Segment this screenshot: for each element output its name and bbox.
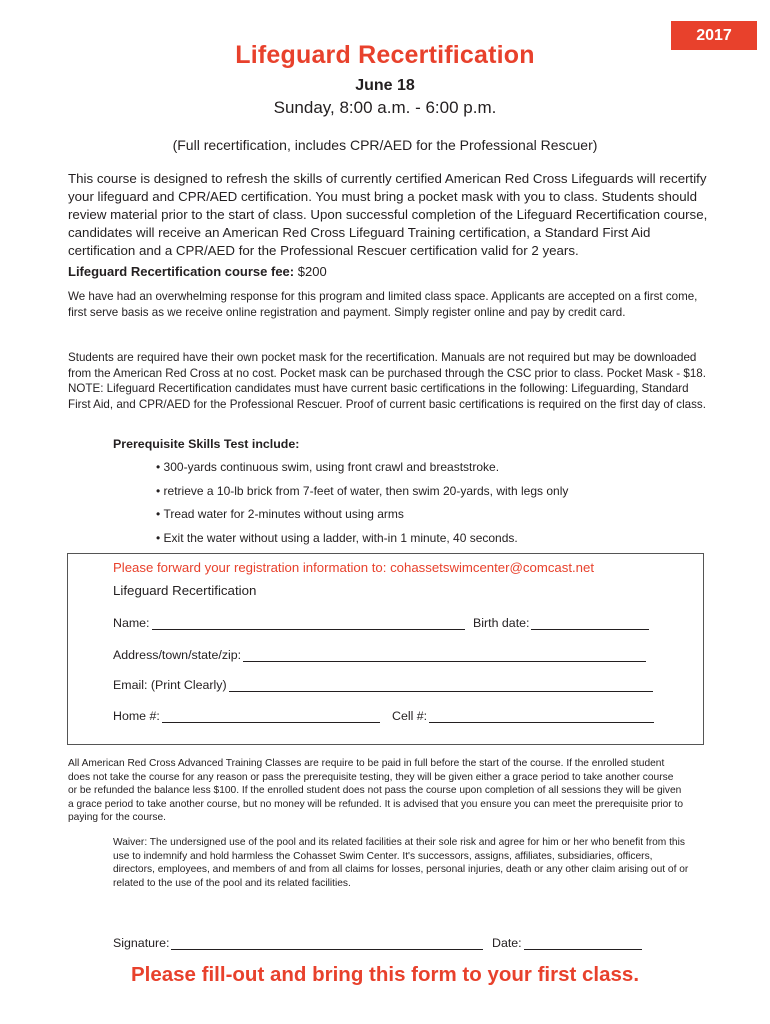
- birth-date-label: Birth date:: [473, 616, 530, 630]
- intro-paragraph: This course is designed to refresh the skills of currently certified American Red Cross Lifeguards will recertify your lifeguard and CPR/AED certification. You must bring a pocket mask with you to class. Students should review material prior to the start of class. Upon successful completion of the Lifeguard Recertification course, candidates will receive an American Red Cross Lifeguard Training certification, a Standard First Aid certification and a CPR/AED for the Professional Rescuer certification valid for 2 years.: [68, 171, 708, 258]
- signature-field[interactable]: [113, 936, 483, 950]
- registration-paragraph: We have had an overwhelming response for this program and limited class space. Applicants are accepted on a first come, first serve basis as we receive online registration and payment. Simply register online and pay by credit card.: [68, 290, 698, 319]
- course-fee: [68, 264, 327, 279]
- cell-phone-field[interactable]: [392, 709, 654, 723]
- name-line[interactable]: [152, 616, 465, 630]
- prereq-heading: Prerequisite Skills Test include:: [113, 437, 300, 451]
- forward-instructions: Please forward your registration information to: cohassetswimcenter@comcast.net: [113, 560, 595, 575]
- list-item: • Exit the water without using a ladder, with-in 1 minute, 40 seconds.: [156, 531, 568, 555]
- waiver-text: Waiver: The undersigned use of the pool and its related facilities at their sole risk and agree for him or her who benefit from this use to indemnify and hold harmless the Cohasset Swim Center. It's successors, assigns, affiliates, subsidiaries, officers, directors, employees, and members of and from all claims for losses, personal injuries, death or any other claim arising out of or related to the use of the pool and its related facilities.: [113, 837, 689, 889]
- signature-date-label: Date:: [492, 936, 522, 950]
- address-line[interactable]: [243, 648, 646, 662]
- email-label: Email: (Print Clearly): [113, 678, 227, 692]
- list-item: • Tread water for 2-minutes without using arms: [156, 507, 568, 531]
- call-to-action: Please fill-out and bring this form to your first class.: [130, 963, 640, 986]
- home-phone-line[interactable]: [162, 709, 380, 723]
- list-item: • 300-yards continuous swim, using front crawl and breaststroke.: [156, 460, 568, 484]
- cell-phone-line[interactable]: [429, 709, 654, 723]
- signature-line[interactable]: [171, 936, 483, 950]
- signature-date-line[interactable]: [524, 936, 642, 950]
- address-field[interactable]: [113, 648, 646, 662]
- signature-label: Signature:: [113, 936, 170, 950]
- fee-label: Lifeguard Recertification course fee:: [68, 264, 295, 279]
- name-label: Name:: [113, 616, 150, 630]
- cell-phone-label: Cell #:: [392, 709, 428, 723]
- prereq-list: [156, 460, 568, 554]
- address-label: Address/town/state/zip:: [113, 648, 242, 662]
- page-title: Lifeguard Recertification: [235, 41, 535, 69]
- course-subtitle: (Full recertification, includes CPR/AED for the Professional Rescuer): [172, 137, 598, 153]
- home-phone-label: Home #:: [113, 709, 160, 723]
- name-field[interactable]: [113, 616, 465, 630]
- form-title: Lifeguard Recertification: [113, 583, 257, 598]
- signature-date-field[interactable]: [492, 936, 642, 950]
- email-field[interactable]: [113, 678, 653, 692]
- payment-policy: All American Red Cross Advanced Training Classes are require to be paid in full before the start of the course. If the enrolled student does not take the course for any reason or pass the prerequisite testing, they will be given either a grace period to take another course or be refunded the balance less $100. If the enrolled student does not pass the course upon completion of all sessions they will be given a grace period to take another course, but no money will be refunded. It is advised that you ensure you can meet the prerequisite prior to paying for the course.: [68, 758, 684, 824]
- birth-date-field[interactable]: [473, 616, 649, 630]
- home-phone-field[interactable]: [113, 709, 380, 723]
- list-item: • retrieve a 10-lb brick from 7-feet of water, then swim 20-yards, with legs only: [156, 484, 568, 508]
- fee-value: $200: [297, 264, 327, 279]
- birth-date-line[interactable]: [531, 616, 649, 630]
- year-badge: 2017: [671, 21, 757, 50]
- email-line[interactable]: [229, 678, 653, 692]
- course-time: Sunday, 8:00 a.m. - 6:00 p.m.: [273, 98, 497, 117]
- requirements-paragraph: Students are required have their own pocket mask for the recertification. Manuals are not required but may be downloaded from the American Red Cross at no cost. Pocket mask can be purchased through the CSC prior to class. Pocket Mask - $18. NOTE: Lifeguard Recertification candidates must have current basic certifications in the following: Lifeguarding, Standard First Aid, and CPR/AED for the Professional Rescuer. Proof of current basic certifications is required on the first day of class.: [68, 351, 706, 411]
- course-date: June 18: [355, 77, 415, 94]
